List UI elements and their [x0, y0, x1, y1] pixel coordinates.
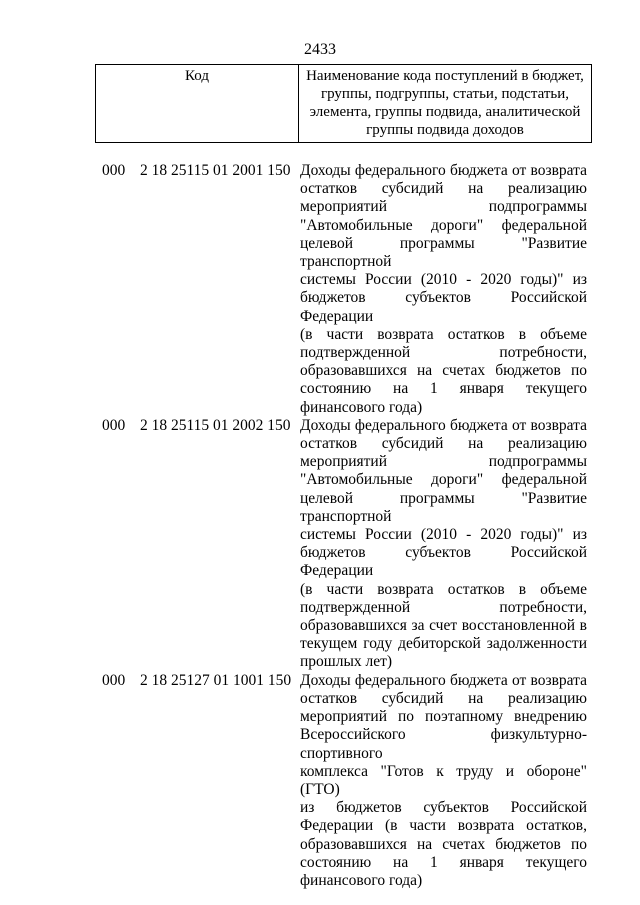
description-line: мероприятий по поэтапному внедрению: [300, 708, 587, 726]
description-line: целевой программы "Развитие транспортной: [300, 489, 587, 525]
budget-classification-code: 2 18 25115 01 2001 150: [140, 162, 291, 179]
description-line: остатков субсидий на реализацию: [300, 435, 587, 453]
description-line: состоянию на 1 января текущего: [300, 853, 587, 871]
description-line: текущем году дебиторской задолженности: [300, 635, 587, 653]
table-row: [0, 162, 640, 417]
admin-code: 000: [102, 162, 126, 179]
description-line: Доходы федерального бюджета от возврата: [300, 162, 587, 179]
table-row: [0, 417, 640, 672]
description-line: Федерации (в части возврата остатков,: [300, 817, 587, 835]
description-line: финансового года): [300, 871, 423, 889]
description-line: подтвержденной потребности,: [300, 344, 587, 362]
description-line: системы России (2010 - 2020 годы)" из: [300, 271, 587, 289]
description-line: (в части возврата остатков в объеме: [300, 580, 587, 598]
code-column-header: Код: [96, 65, 299, 142]
description-line: комплекса "Готов к труду и обороне" (ГТО): [300, 762, 587, 798]
description-line: прошлых лет): [300, 653, 393, 671]
description-line: Доходы федерального бюджета от возврата: [300, 671, 587, 689]
description-line: мероприятий подпрограммы: [300, 198, 587, 216]
description-line: остатков субсидий на реализацию: [300, 180, 587, 198]
description-line: образовавшихся на счетах бюджетов по: [300, 835, 587, 853]
description-line: образовавшихся за счет восстановленной в: [300, 617, 587, 635]
income-code-list: [0, 162, 640, 890]
description-line: из бюджетов субъектов Российской: [300, 799, 587, 817]
income-description: [300, 672, 587, 890]
income-description: [300, 417, 587, 672]
income-description: [300, 162, 587, 417]
description-line: подтвержденной потребности,: [300, 598, 587, 616]
budget-classification-code: 2 18 25115 01 2002 150: [140, 416, 291, 434]
description-line: финансового года): [300, 398, 423, 416]
description-line: Всероссийского физкультурно-спортивного: [300, 726, 587, 762]
description-line: "Автомобильные дороги" федеральной: [300, 216, 587, 234]
description-line: целевой программы "Развитие транспортной: [300, 234, 587, 271]
admin-code: 000: [102, 416, 126, 434]
description-line: (в части возврата остатков в объеме: [300, 325, 587, 343]
description-line: бюджетов субъектов Российской Федерации: [300, 289, 587, 325]
budget-classification-code: 2 18 25127 01 1001 150: [140, 671, 292, 689]
description-line: системы России (2010 - 2020 годы)" из: [300, 526, 587, 544]
description-line: бюджетов субъектов Российской Федерации: [300, 544, 587, 580]
description-line: мероприятий подпрограммы: [300, 453, 587, 471]
description-line: "Автомобильные дороги" федеральной: [300, 471, 587, 489]
admin-code: 000: [102, 671, 126, 689]
description-line: образовавшихся на счетах бюджетов по: [300, 362, 587, 380]
description-line: Доходы федерального бюджета от возврата: [300, 416, 587, 434]
page-number: 2433: [304, 41, 336, 58]
description-line: остатков субсидий на реализацию: [300, 689, 587, 707]
description-line: состоянию на 1 января текущего: [300, 380, 587, 398]
table-row: [0, 672, 640, 890]
column-header-table: [95, 64, 592, 143]
name-column-header: Наименование кода поступлений в бюджет, группы, подгруппы, статьи, подстатьи, элемента, группы подвида, аналитической группы подвида доходов: [306, 68, 584, 138]
